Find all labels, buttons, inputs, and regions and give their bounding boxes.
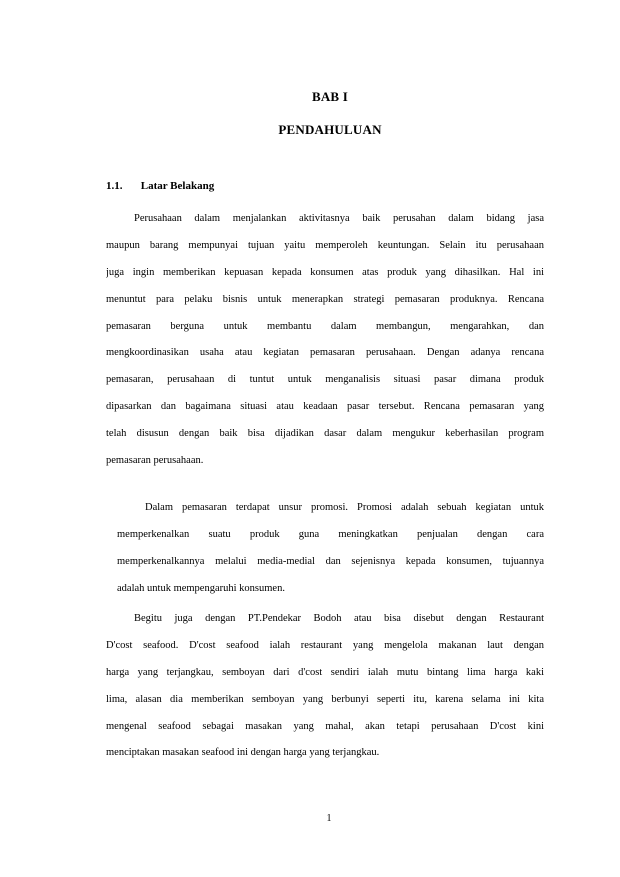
paragraph-line: dipasarkan dan bagaimana situasi atau keadaan pasar tersebut. Rencana pemasaran yang xyxy=(106,401,544,413)
paragraph-line: maupun barang mempunyai tujuan yaitu memperoleh keuntungan. Selain itu perusahaan xyxy=(106,239,544,251)
paragraph-line: pemasaran, perusahaan di tuntut untuk menganalisis situasi pasar dimana produk xyxy=(106,374,544,386)
paragraph-3 xyxy=(106,606,544,767)
paragraph-line: Dalam pemasaran terdapat unsur promosi. Promosi adalah sebuah kegiatan untuk xyxy=(145,502,544,513)
paragraph-line: lima, alasan dia memberikan semboyan yang berbunyi seperti itu, karena selama ini kita xyxy=(106,693,544,705)
paragraph-line: D'cost seafood. D'cost seafood ialah restaurant yang mengelola makanan laut dengan xyxy=(106,639,544,651)
paragraph-2 xyxy=(117,495,544,603)
paragraph-line: pemasaran perusahaan. xyxy=(106,455,204,467)
paragraph-line: menuntut para pelaku bisnis untuk menerapkan strategi pemasaran produknya. Rencana xyxy=(106,293,544,305)
chapter-number: BAB I xyxy=(311,89,349,104)
section-title: Latar Belakang xyxy=(140,180,215,192)
chapter-title: PENDAHULUAN xyxy=(278,122,382,137)
section-number: 1.1. xyxy=(106,180,123,192)
paragraph-line: memperkenalkannya melalui media-medial dan sejenisnya kepada konsumen, tujuannya xyxy=(117,555,544,567)
paragraph-line: harga yang terjangkau, semboyan dari d'cost sendiri ialah mutu bintang lima harga kaki xyxy=(106,666,544,678)
paragraph-line: mengenal seafood sebagai masakan yang mahal, akan tetapi perusahaan D'cost kini xyxy=(106,720,544,732)
page-number: 1 xyxy=(326,813,332,824)
paragraph-line: memperkenalkan suatu produk guna meningkatkan penjualan dengan cara xyxy=(117,528,544,540)
paragraph-line: Perusahaan dalam menjalankan aktivitasnya baik perusahan dalam bidang jasa xyxy=(134,213,544,224)
section-heading xyxy=(106,180,214,192)
paragraph-1 xyxy=(106,206,544,475)
paragraph-line: adalah untuk mempengaruhi konsumen. xyxy=(117,582,285,594)
paragraph-line: telah disusun dengan baik bisa dijadikan dasar dalam mengukur keberhasilan program xyxy=(106,428,544,440)
paragraph-line: pemasaran berguna untuk membantu dalam membangun, mengarahkan, dan xyxy=(106,320,544,332)
paragraph-line: menciptakan masakan seafood ini dengan harga yang terjangkau. xyxy=(106,747,380,759)
paragraph-line: Begitu juga dengan PT.Pendekar Bodoh atau bisa disebut dengan Restaurant xyxy=(134,613,544,624)
paragraph-line: juga ingin memberikan kepuasan kepada konsumen atas produk yang dihasilkan. Hal ini xyxy=(106,266,544,278)
paragraph-line: mengkoordinasikan usaha atau kegiatan pemasaran perusahaan. Dengan adanya rencana xyxy=(106,347,544,359)
